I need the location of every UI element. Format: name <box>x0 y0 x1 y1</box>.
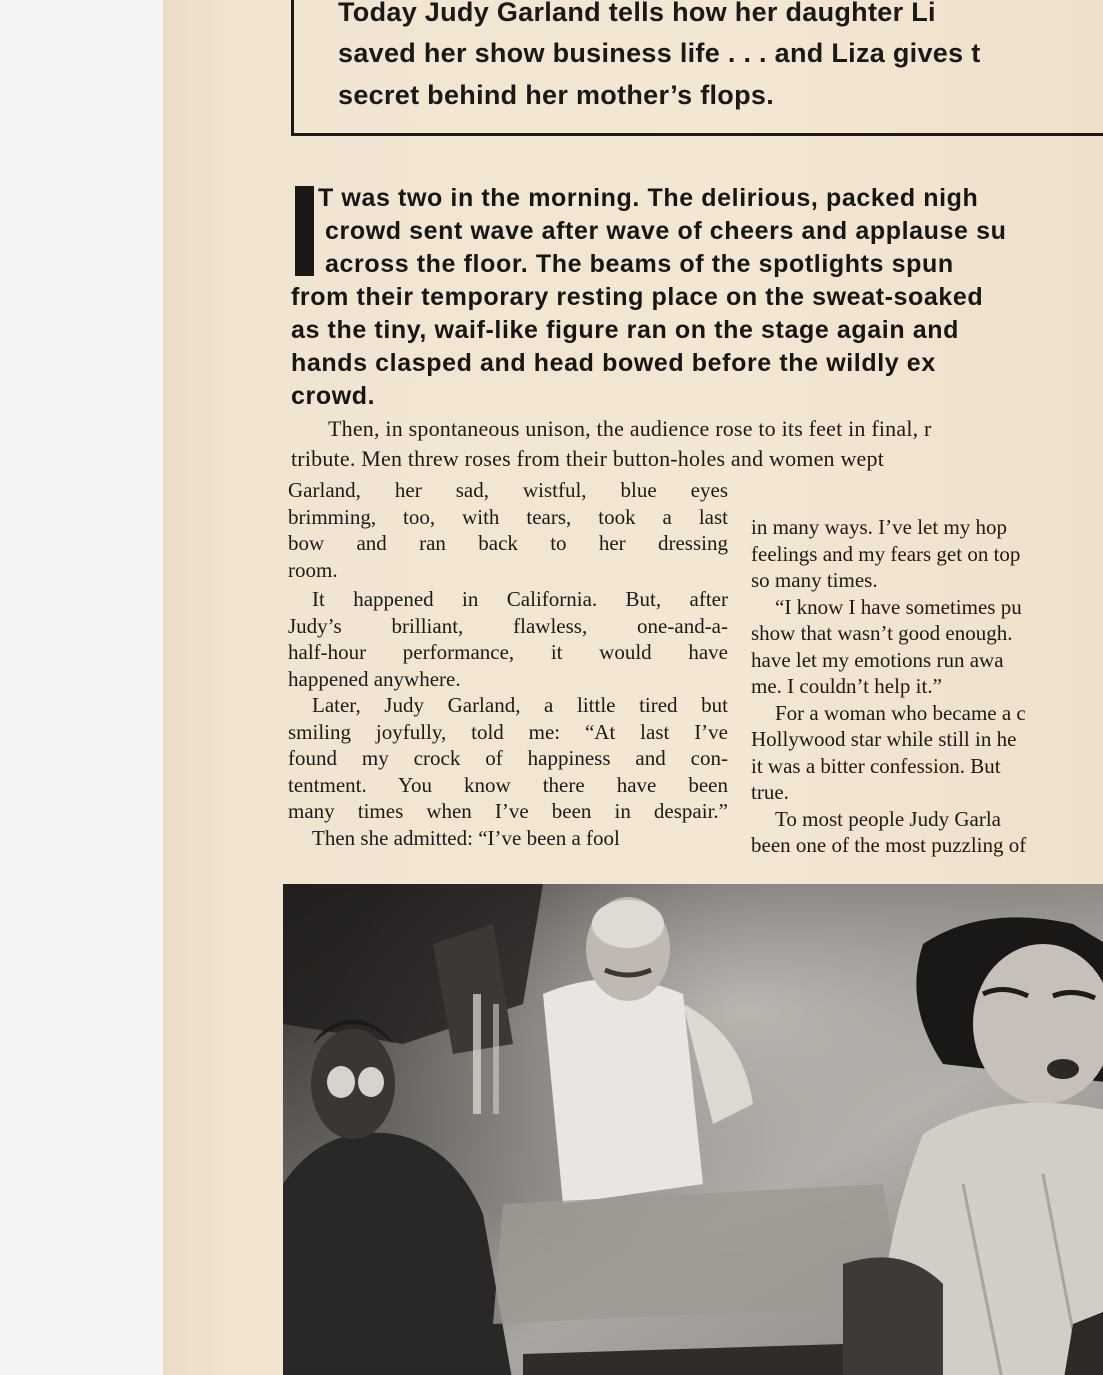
right-line: true. <box>751 780 789 804</box>
photo-illustration <box>283 884 1103 1375</box>
left-line: smiling joyfully, told me: “At last I’ve <box>288 719 728 744</box>
lead-line-1: T was two in the morning. The delirious, packed nigh <box>318 184 979 212</box>
drop-cap-i <box>295 186 314 276</box>
standfirst-line-1: Today Judy Garland tells how her daughter Li <box>338 0 936 27</box>
standfirst-line-2: saved her show business life . . . and Liza gives t <box>338 38 981 68</box>
lead-line-7: crowd. <box>291 382 376 410</box>
body-line-2: tribute. Men threw roses from their button-holes and women wept <box>291 446 885 471</box>
left-line: happened anywhere. <box>288 666 461 691</box>
right-line: For a woman who became a c <box>775 700 1026 725</box>
left-line: bow and ran back to her dressing <box>288 531 728 555</box>
right-line: been one of the most puzzling of <box>751 833 1027 857</box>
lead-line-2: crowd sent wave after wave of cheers and applause su <box>325 217 1007 245</box>
right-line: so many times. <box>751 568 878 592</box>
right-column <box>751 514 1103 859</box>
left-line: brimming, too, with tears, took a last <box>288 504 728 529</box>
left-line: found my crock of happiness and con- <box>288 746 728 770</box>
magazine-page <box>163 0 1103 1375</box>
left-line: half-hour performance, it would have <box>288 640 728 664</box>
right-line: feelings and my fears get on top <box>751 541 1021 566</box>
right-line: To most people Judy Garla <box>775 806 1001 831</box>
right-line: it was a bitter confession. But <box>751 753 1001 778</box>
left-line: many times when I’ve been in despair.” <box>288 799 728 823</box>
left-line: It happened in California. But, after <box>312 587 728 611</box>
left-line: Then she admitted: “I’ve been a fool <box>312 825 620 850</box>
left-line: Later, Judy Garland, a little tired but <box>312 693 728 717</box>
left-line: room. <box>288 557 338 582</box>
right-line: “I know I have sometimes pu <box>775 594 1022 619</box>
lead-line-6: hands clasped and head bowed before the wildly ex <box>291 349 936 377</box>
right-line: in many ways. I’ve let my hop <box>751 515 1008 539</box>
left-line: Garland, her sad, wistful, blue eyes <box>288 478 728 502</box>
body-line-1: Then, in spontaneous unison, the audience rose to its feet in final, r <box>328 416 932 441</box>
left-line: tentment. You know there have been <box>288 772 728 797</box>
left-line: Judy’s brilliant, flawless, one-and-a- <box>288 613 728 638</box>
standfirst-line-3: secret behind her mother’s flops. <box>338 80 774 110</box>
right-line: show that wasn’t good enough. <box>751 621 1013 645</box>
right-line: Hollywood star while still in he <box>751 727 1017 751</box>
press-photo <box>283 884 1103 1375</box>
lead-line-4: from their temporary resting place on the sweat-soaked <box>291 283 984 311</box>
right-line: have let my emotions run awa <box>751 647 1004 672</box>
lead-line-3: across the floor. The beams of the spotlights spun <box>325 250 954 278</box>
right-line: me. I couldn’t help it.” <box>751 674 942 698</box>
lead-line-5: as the tiny, waif-like figure ran on the stage again and <box>291 316 959 344</box>
left-column <box>288 477 728 851</box>
